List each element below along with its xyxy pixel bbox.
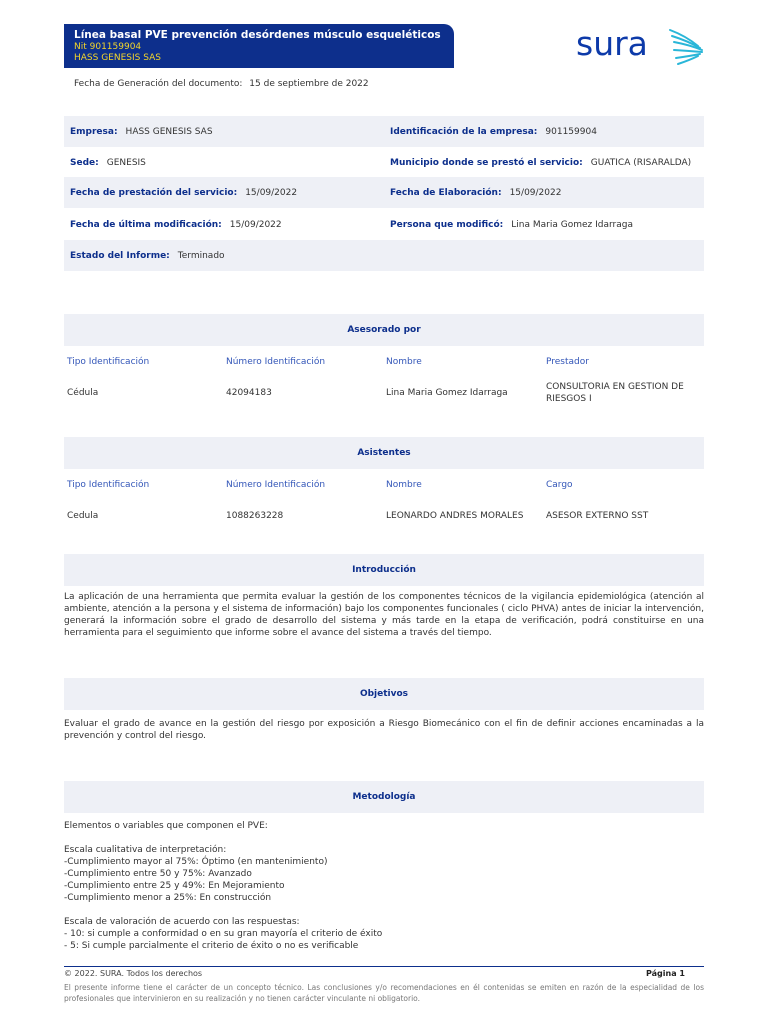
- footer-copyright: © 2022. SURA. Todos los derechos: [64, 969, 203, 978]
- scale1-title: Escala cualitativa de interpretación:: [64, 845, 227, 855]
- scale1-item: -Cumplimiento entre 25 y 49%: En Mejoramiento: [64, 881, 285, 891]
- introduccion-text: La aplicación de una herramienta que permita evaluar la gestión de los componentes técnicos de la vigilancia epidemiológica (atención al ambiente, atención a la persona y el sistema de información) bajo los componentes funcionales ( ciclo PHVA) antes de iniciar la intervención, generará la información sobre el grado de desarrollo del sistema y más tarde en la etapa de verificación, podrá constituirse en una herramienta para el seguimiento que informe sobre el avance del sistema a través del tiempo.: [64, 592, 704, 638]
- asesorado-prestador: [546, 381, 684, 405]
- asistente-cargo: ASESOR EXTERNO SST: [546, 511, 649, 521]
- footer-page-number: Página 1: [646, 969, 685, 978]
- id-empresa-label: Identificación de la empresa:: [390, 126, 538, 137]
- scale1-item: -Cumplimiento menor a 25%: En construcción: [64, 893, 272, 903]
- footer-divider: [64, 966, 704, 967]
- municipio-label: Municipio donde se prestó el servicio:: [390, 157, 583, 168]
- info-row-modificacion: [64, 209, 704, 240]
- generation-date-label: Fecha de Generación del documento:: [74, 79, 243, 89]
- asistente-nombre: LEONARDO ANDRES MORALES: [386, 511, 524, 521]
- scale2-item: - 10: si cumple a conformidad o en su gran mayoría el criterio de éxito: [64, 929, 383, 939]
- fecha-modificacion-value: 15/09/2022: [229, 219, 282, 230]
- fecha-modificacion-label: Fecha de última modificación:: [70, 219, 222, 230]
- asesorado-nombre: Lina Maria Gomez Idarraga: [386, 388, 508, 398]
- document-nit: Nit 901159904: [74, 42, 142, 52]
- fecha-prestacion-value: 15/09/2022: [245, 187, 298, 198]
- asistente-numero: 1088263228: [226, 511, 284, 521]
- info-row-estado: [64, 240, 704, 271]
- asesorado-header-tipo: Tipo Identificación: [67, 357, 150, 367]
- objetivos-text: Evaluar el grado de avance en la gestión del riesgo por exposición a Riesgo Biomecánico con el fin de definir acciones encaminadas a la prevención y control del riesgo.: [64, 719, 704, 741]
- info-row-sede: [64, 147, 704, 178]
- asesorado-header-nombre: Nombre: [386, 357, 422, 367]
- objetivos-section-title: Objetivos: [64, 678, 704, 710]
- generation-date-value: 15 de septiembre de 2022: [249, 79, 369, 89]
- persona-label: Persona que modificó:: [390, 219, 504, 230]
- metodologia-section-title: Metodología: [64, 781, 704, 813]
- fecha-elaboracion-value: 15/09/2022: [509, 187, 562, 198]
- scale1-item: -Cumplimiento mayor al 75%: Óptimo (en mantenimiento): [64, 857, 328, 867]
- asesorado-numero: 42094183: [226, 388, 272, 398]
- persona-cell: [390, 209, 633, 240]
- municipio-cell: [390, 147, 691, 178]
- scale2-title: Escala de valoración de acuerdo con las respuestas:: [64, 917, 300, 927]
- metodologia-content: [64, 820, 704, 952]
- scale1-item: -Cumplimiento entre 50 y 75%: Avanzado: [64, 869, 252, 879]
- asesorado-header-numero: Número Identificación: [226, 357, 326, 367]
- fecha-prestacion-label: Fecha de prestación del servicio:: [70, 187, 238, 198]
- document-company: HASS GENESIS SAS: [74, 53, 161, 63]
- id-empresa-value: 901159904: [545, 126, 597, 137]
- asesorado-section-title: Asesorado por: [64, 314, 704, 346]
- asistente-tipo: Cedula: [67, 511, 99, 521]
- estado-value: Terminado: [177, 250, 225, 261]
- asistentes-section-title: Asistentes: [64, 437, 704, 469]
- asistentes-header-cargo: Cargo: [546, 480, 573, 490]
- asesorado-prestador-line2: RIESGOS I: [546, 394, 592, 404]
- sede-cell: [70, 147, 146, 178]
- sede-label: Sede:: [70, 157, 99, 168]
- asesorado-prestador-line1: CONSULTORIA EN GESTION DE: [546, 382, 684, 392]
- asistentes-header-numero: Número Identificación: [226, 480, 326, 490]
- info-row-empresa: [64, 116, 704, 147]
- estado-cell: [70, 240, 225, 271]
- introduccion-section-title: Introducción: [64, 554, 704, 586]
- fecha-prestacion-cell: [70, 177, 297, 208]
- asistentes-header-nombre: Nombre: [386, 480, 422, 490]
- asesorado-tipo: Cédula: [67, 388, 99, 398]
- logo-text: sura: [576, 24, 648, 63]
- id-empresa-cell: [390, 116, 597, 147]
- info-row-fechas: [64, 177, 704, 208]
- scale2-item: - 5: Si cumple parcialmente el criterio de éxito o no es verificable: [64, 941, 359, 951]
- sura-logo: [576, 26, 706, 70]
- estado-label: Estado del Informe:: [70, 250, 170, 261]
- generation-date: [74, 79, 369, 89]
- footer-disclaimer: El presente informe tiene el carácter de un concepto técnico. Las conclusiones y/o recomendaciones en él contenidas se emiten en razón de la especialidad de los profesionales que intervinieron en su realización y no tienen carácter vinculante ni obligatorio.: [64, 983, 704, 1003]
- asistentes-header-tipo: Tipo Identificación: [67, 480, 150, 490]
- municipio-value: GUATICA (RISARALDA): [590, 157, 692, 168]
- asesorado-header-prestador: Prestador: [546, 357, 589, 367]
- fecha-elaboracion-label: Fecha de Elaboración:: [390, 187, 502, 198]
- document-header: [64, 24, 454, 68]
- sura-wings-icon: [668, 26, 704, 70]
- fecha-elaboracion-cell: [390, 177, 561, 208]
- document-title: Línea basal PVE prevención desórdenes músculo esqueléticos: [74, 29, 441, 41]
- empresa-value: HASS GENESIS SAS: [125, 126, 213, 137]
- sede-value: GENESIS: [106, 157, 146, 168]
- empresa-label: Empresa:: [70, 126, 118, 137]
- empresa-cell: [70, 116, 213, 147]
- fecha-modificacion-cell: [70, 209, 282, 240]
- persona-value: Lina Maria Gomez Idarraga: [511, 219, 633, 230]
- metodologia-intro: Elementos o variables que componen el PVE:: [64, 821, 268, 831]
